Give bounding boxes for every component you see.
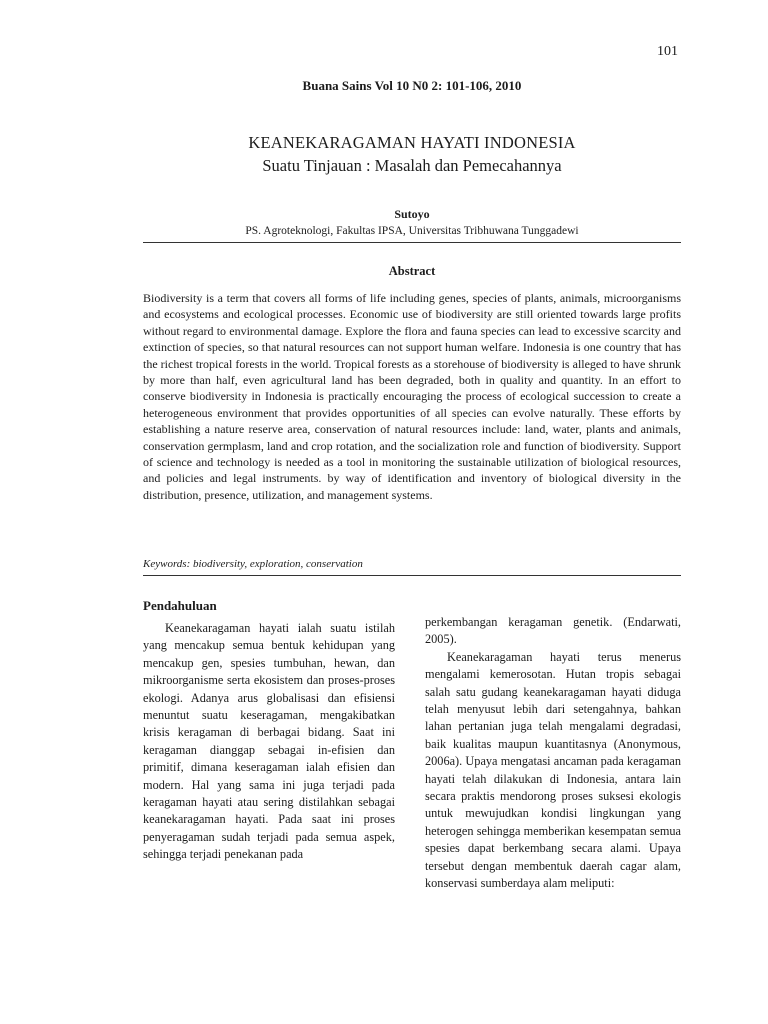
- abstract-top-rule: [143, 242, 681, 243]
- left-column: [143, 620, 395, 864]
- author-affiliation: PS. Agroteknologi, Fakultas IPSA, Universitas Tribhuwana Tunggadewi: [245, 225, 579, 237]
- journal-citation: Buana Sains Vol 10 N0 2: 101-106, 2010: [302, 78, 522, 93]
- paper-subtitle: Suatu Tinjauan : Masalah dan Pemecahannya: [262, 156, 562, 175]
- right-column: [425, 614, 681, 893]
- keywords: Keywords: biodiversity, exploration, conservation: [143, 558, 363, 570]
- section-heading: Pendahuluan: [143, 598, 217, 613]
- abstract-heading: Abstract: [388, 264, 436, 278]
- paper-title: KEANEKARAGAMAN HAYATI INDONESIA: [248, 133, 576, 152]
- right-column-paragraph-2: Keanekaragaman hayati terus menerus mengalami kemerosotan. Hutan tropis sebagai salah satu gudang keanekaragaman hayati diduga telah menyusut lebih dari setengahnya, bahkan lahan pertanian juga telah mengalami degradasi, baik kualitas maupun kuantitasnya (Anonymous, 2006a). Upaya mengatasi ancaman pada keragaman hayati telah dilakukan di Indonesia, antara lain secara praktis mendorong proses suksesi ekologis untuk mewujudkan kondisi lingkungan yang heterogen sehingga memberikan kesempatan semua spesies dapat berkembang secara alami. Upaya tersebut dengan membentuk daerah cagar alam, konservasi sumberdaya alam meliputi:: [425, 649, 681, 891]
- abstract-body: Biodiversity is a term that covers all forms of life including genes, species of plants, animals, microorganisms and ecosystems and ecological processes. Economic use of biodiversity are still oriented towards large profits without regard to environmental damage. Explore the flora and fauna species can lead to excessive scarcity and extinction of species, so that natural resources can not support human welfare. Indonesia is one country that has the richest tropical forests in the world. Tropical forests as a storehouse of biodiversity is alleged to have shrunk by more than half, even agricultural land has been degraded, both in quality and quantity. In an effort to conserve biodiversity in Indonesia is practically encouraging the process of ecological succession to create a heterogeneous environment that provides opportunities of all species can evolve naturally. These efforts by establishing a nature reserve area, conservation of natural resources include: land, water, plants and animals, conservation germplasm, land and crop rotation, and the socialization role and function of biodiversity. Support of science and technology is needed as a tool in monitoring the sustainable utilization of biological resources, and policies and legal instruments. by way of identification and inventory of biological diversity in the distribution, presence, utilization, and management systems.: [143, 291, 681, 502]
- abstract-bottom-rule: [143, 575, 681, 576]
- right-column-paragraph-1: perkembangan keragaman genetik. (Endarwati, 2005).: [425, 615, 681, 647]
- left-column-paragraph: Keanekaragaman hayati ialah suatu istilah yang mencakup semua bentuk kehidupan yang mencakup gen, spesies tumbuhan, hewan, dan mikroorganisme serta ekosistem dan proses-proses ekologi. Adanya arus globalisasi dan efisiensi menuntut suatu keseragaman, mengakibatkan krisis keragaman di berbagai bidang. Saat ini keragaman dianggap sebagai in-efisien dan primitif, dimana keseragaman ialah efisien dan modern. Hal yang sama ini juga terjadi pada keragaman hayati atau sering distilahkan sebagai keanekaragaman hayati. Pada saat ini proses penyeragaman sudah terjadi pada semua aspek, sehingga terjadi penekanan pada: [143, 621, 395, 862]
- page-number: 101: [657, 44, 678, 59]
- author-name: Sutoyo: [394, 207, 430, 221]
